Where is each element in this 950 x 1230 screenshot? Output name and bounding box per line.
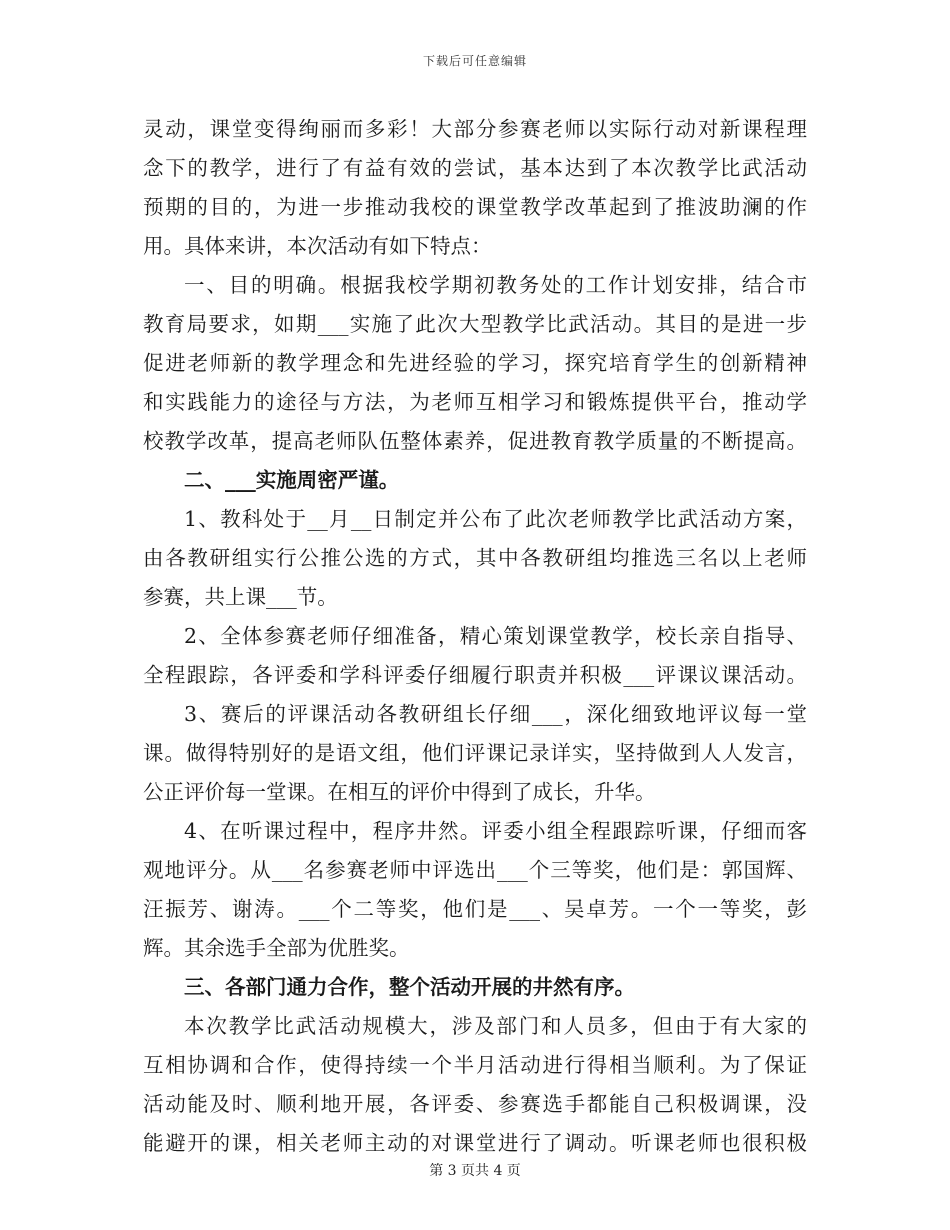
text-line: 参赛，共上课___节。 bbox=[143, 585, 338, 609]
page-header: 下载后可任意编辑 bbox=[422, 54, 527, 68]
text-line: 课。做得特别好的是语文组，他们评课记录详实，坚持做到人人发言， bbox=[143, 741, 807, 765]
paragraph-cooperation bbox=[143, 1007, 807, 1163]
text-line: 由各教研组实行公推公选的方式，其中各教研组均推选三名以上老师 bbox=[143, 546, 807, 570]
section-heading-two: 二、___实施周密严谨。 bbox=[184, 468, 400, 492]
page-number-footer: 第 3 页共 4 页 bbox=[429, 1163, 521, 1179]
text-line: 辉。其余选手全部为优胜奖。 bbox=[143, 936, 410, 960]
text-line: 能避开的课，相关老师主动的对课堂进行了调动。听课老师也很积极 bbox=[143, 1131, 807, 1155]
text-line: 全程跟踪，各评委和学科评委仔细履行职责并积极___评课议课活动。 bbox=[143, 663, 807, 687]
text-line: 互相协调和合作，使得持续一个半月活动进行得相当顺利。为了保证 bbox=[143, 1053, 807, 1077]
text-line: 3、赛后的评课活动各教研组长仔细___，深化细致地评议每一堂 bbox=[184, 702, 807, 726]
paragraph-item-2 bbox=[143, 617, 807, 695]
text-line: 本次教学比武活动规模大，涉及部门和人员多，但由于有大家的 bbox=[184, 1014, 807, 1038]
paragraph-point-one bbox=[143, 266, 807, 461]
text-line: 观地评分。从___名参赛老师中评选出___个三等奖，他们是：郭国辉、 bbox=[143, 858, 807, 882]
text-line: 灵动，课堂变得绚丽而多彩！大部分参赛老师以实际行动对新课程理 bbox=[143, 117, 807, 141]
text-line: 预期的目的，为进一步推动我校的课堂教学改革起到了推波助澜的作 bbox=[143, 195, 807, 219]
text-line: 校教学改革，提高老师队伍整体素养，促进教育教学质量的不断提高。 bbox=[143, 429, 807, 453]
text-line: 公正评价每一堂课。在相互的评价中得到了成长，升华。 bbox=[143, 780, 656, 804]
text-line: 1、教科处于__月__日制定并公布了此次老师教学比武活动方案， bbox=[184, 507, 807, 531]
text-line: 念下的教学，进行了有益有效的尝试，基本达到了本次教学比武活动 bbox=[143, 156, 807, 180]
text-line: 和实践能力的途径与方法，为老师互相学习和锻炼提供平台，推动学 bbox=[143, 390, 807, 414]
paragraph-item-4 bbox=[143, 812, 807, 968]
document-body bbox=[143, 110, 807, 1163]
text-line: 教育局要求，如期___实施了此次大型教学比武活动。其目的是进一步 bbox=[143, 312, 807, 336]
text-line: 2、全体参赛老师仔细准备，精心策划课堂教学，校长亲自指导、 bbox=[184, 624, 807, 648]
text-line: 汪振芳、谢涛。___个二等奖，他们是___、吴卓芳。一个一等奖，彭 bbox=[143, 897, 807, 921]
paragraph-item-3 bbox=[143, 695, 807, 812]
text-line: 促进老师新的教学理念和先进经验的学习，探究培育学生的创新精神 bbox=[143, 351, 807, 375]
text-line: 活动能及时、顺利地开展，各评委、参赛选手都能自己积极调课，没 bbox=[143, 1092, 807, 1116]
text-line: 用。具体来讲，本次活动有如下特点： bbox=[143, 234, 492, 258]
section-heading-three: 三、各部门通力合作，整个活动开展的井然有序。 bbox=[184, 975, 635, 999]
paragraph-item-1 bbox=[143, 500, 807, 617]
paragraph-intro bbox=[143, 110, 807, 266]
text-line: 4、在听课过程中，程序井然。评委小组全程跟踪听课，仔细而客 bbox=[184, 819, 807, 843]
text-line: 一、目的明确。根据我校学期初教务处的工作计划安排，结合市 bbox=[184, 273, 807, 297]
